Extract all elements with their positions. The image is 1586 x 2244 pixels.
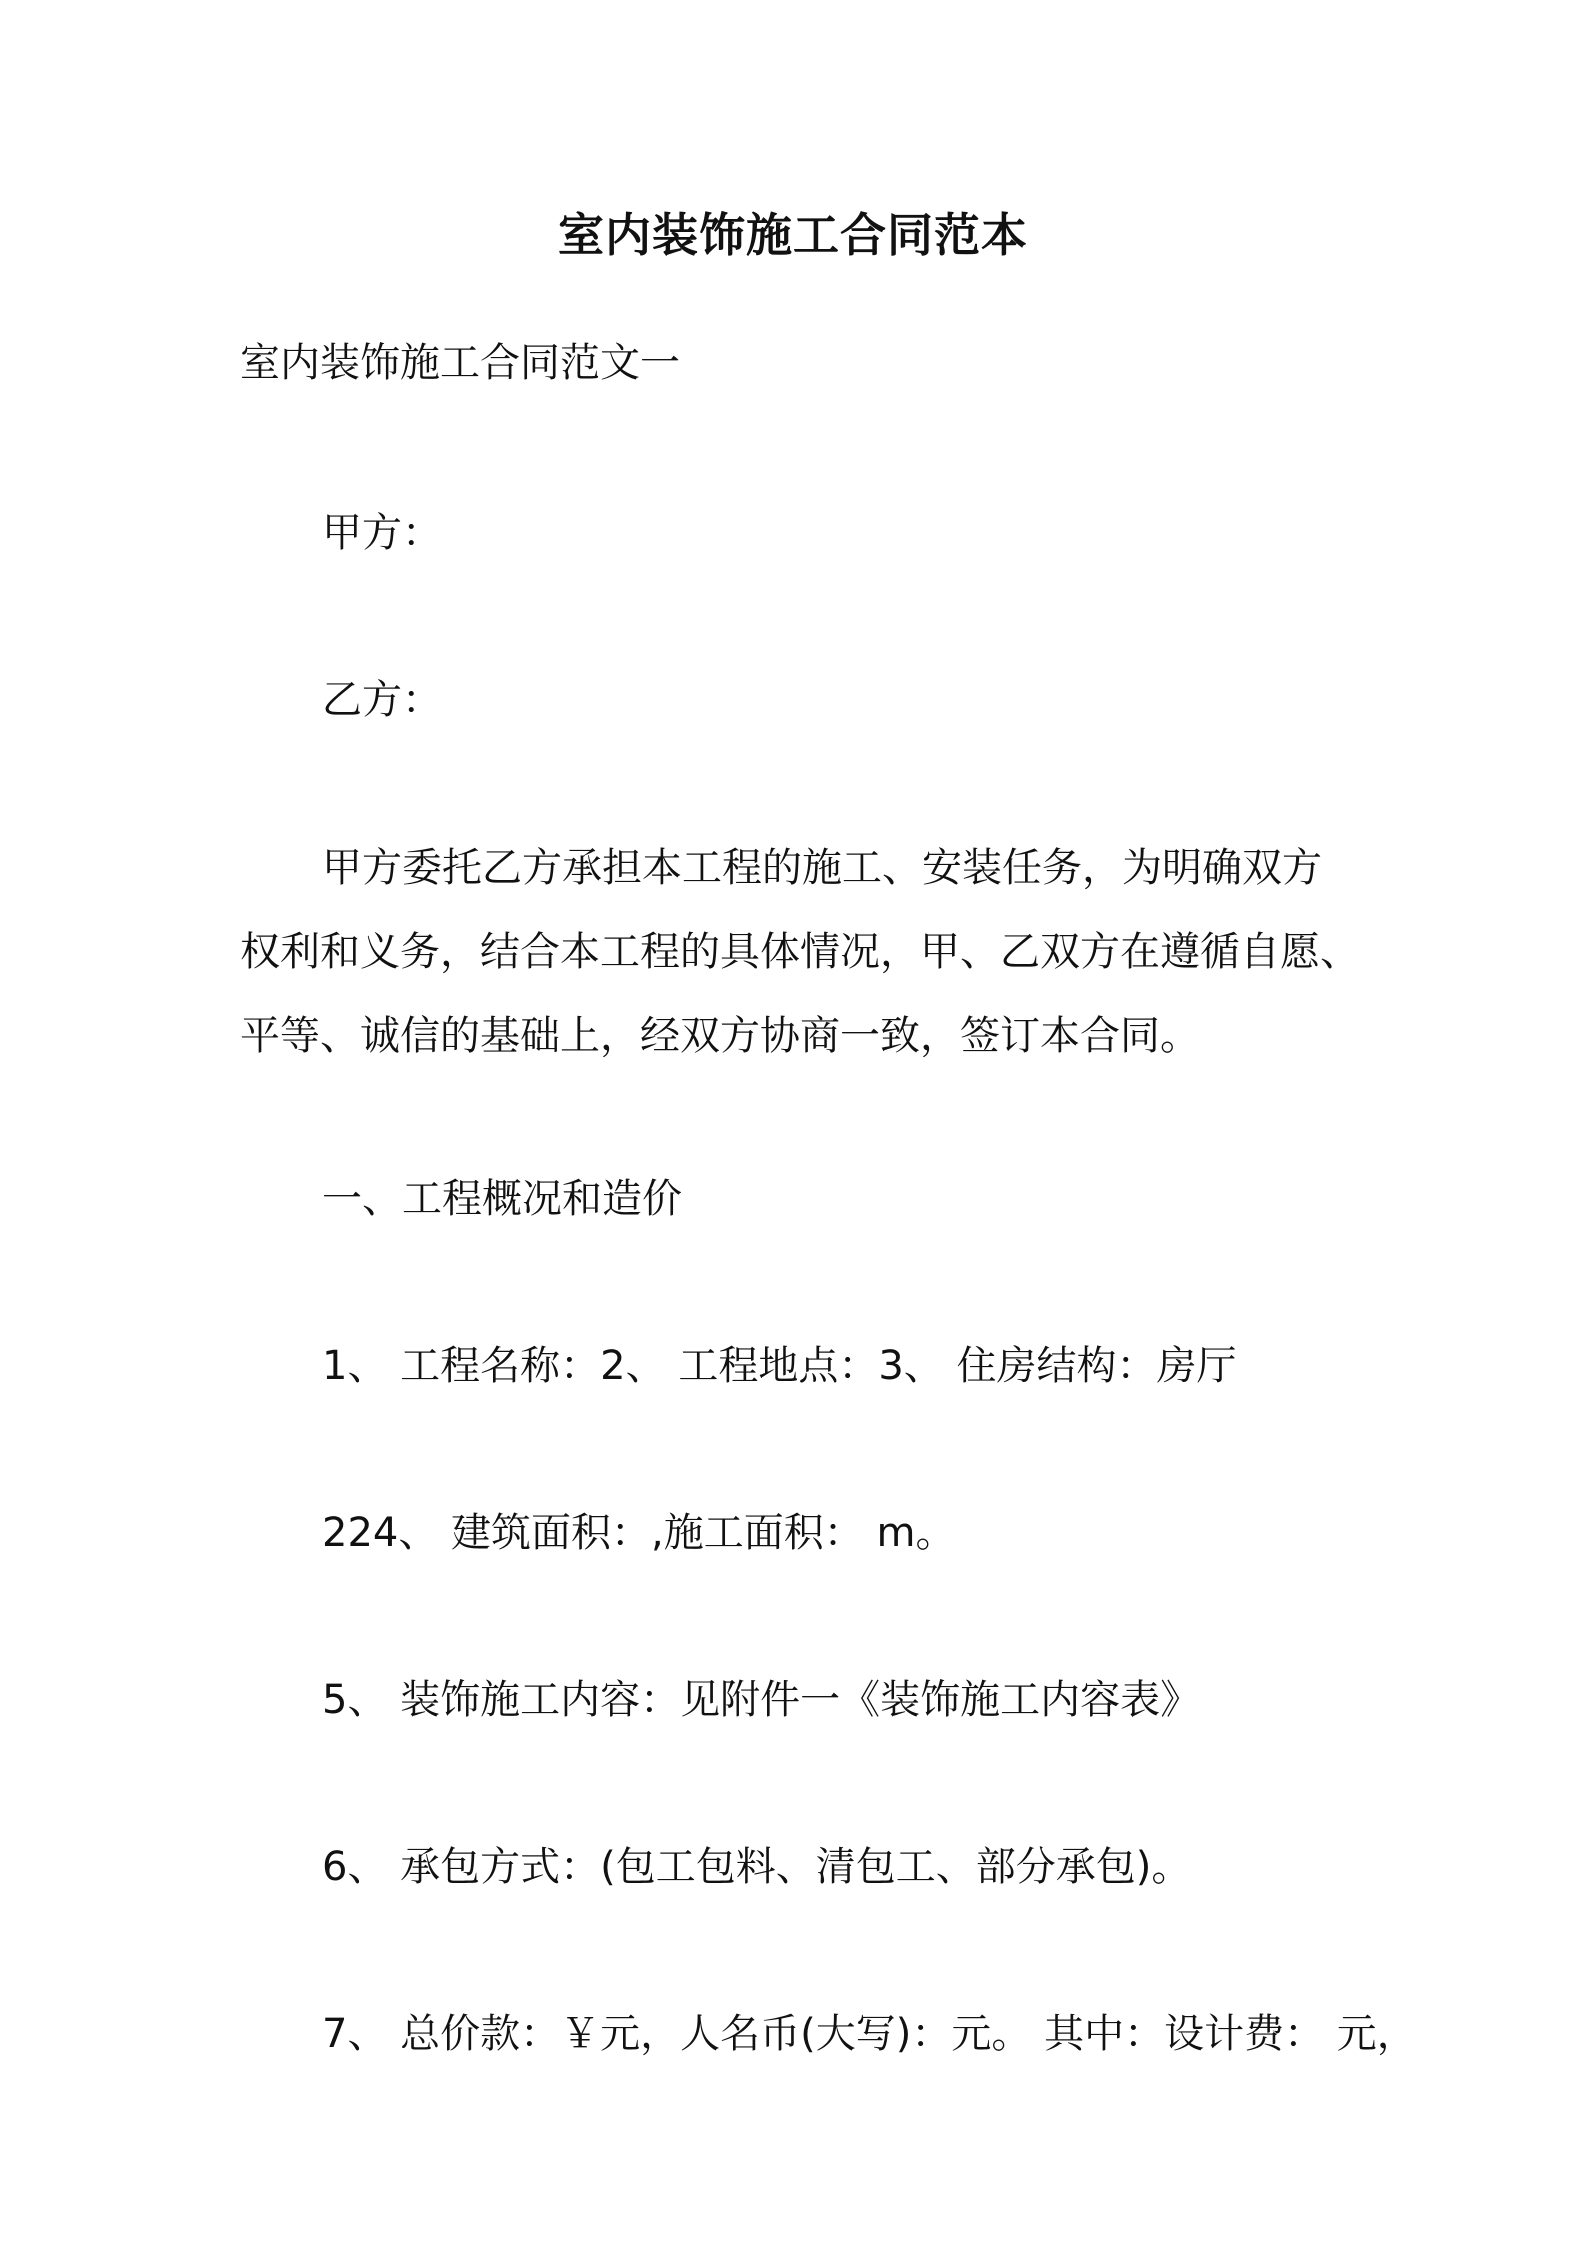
intro-paragraph: 甲方委托乙方承担本工程的施工、安装任务，为明确双方权利和义务，结合本工程的具体情况，甲、乙双方在遵循自愿、平等、诚信的基础上，经双方协商一致，签订本合同。 [240, 845, 1360, 1059]
subtitle: 室内装饰施工合同范文一 [240, 340, 680, 386]
item-1-3: 1、 工程名称：2、 工程地点：3、 住房结构：房厅 [322, 1343, 1237, 1389]
item-6: 6、 承包方式：(包工包料、清包工、部分承包)。 [322, 1844, 1192, 1890]
item-7: 7、 总价款：￥元，人名币(大写)：元。 其中：设计费： 元， [322, 2011, 1417, 2057]
page-title: 室内装饰施工合同范本 [558, 208, 1028, 262]
item-224: 224、 建筑面积：,施工面积： m。 [322, 1510, 956, 1556]
party-a-label: 甲方： [322, 510, 442, 556]
party-b-label: 乙方： [322, 677, 442, 723]
section-heading: 一、工程概况和造价 [322, 1176, 682, 1222]
item-5: 5、 装饰施工内容：见附件一《装饰施工内容表》 [322, 1677, 1201, 1723]
